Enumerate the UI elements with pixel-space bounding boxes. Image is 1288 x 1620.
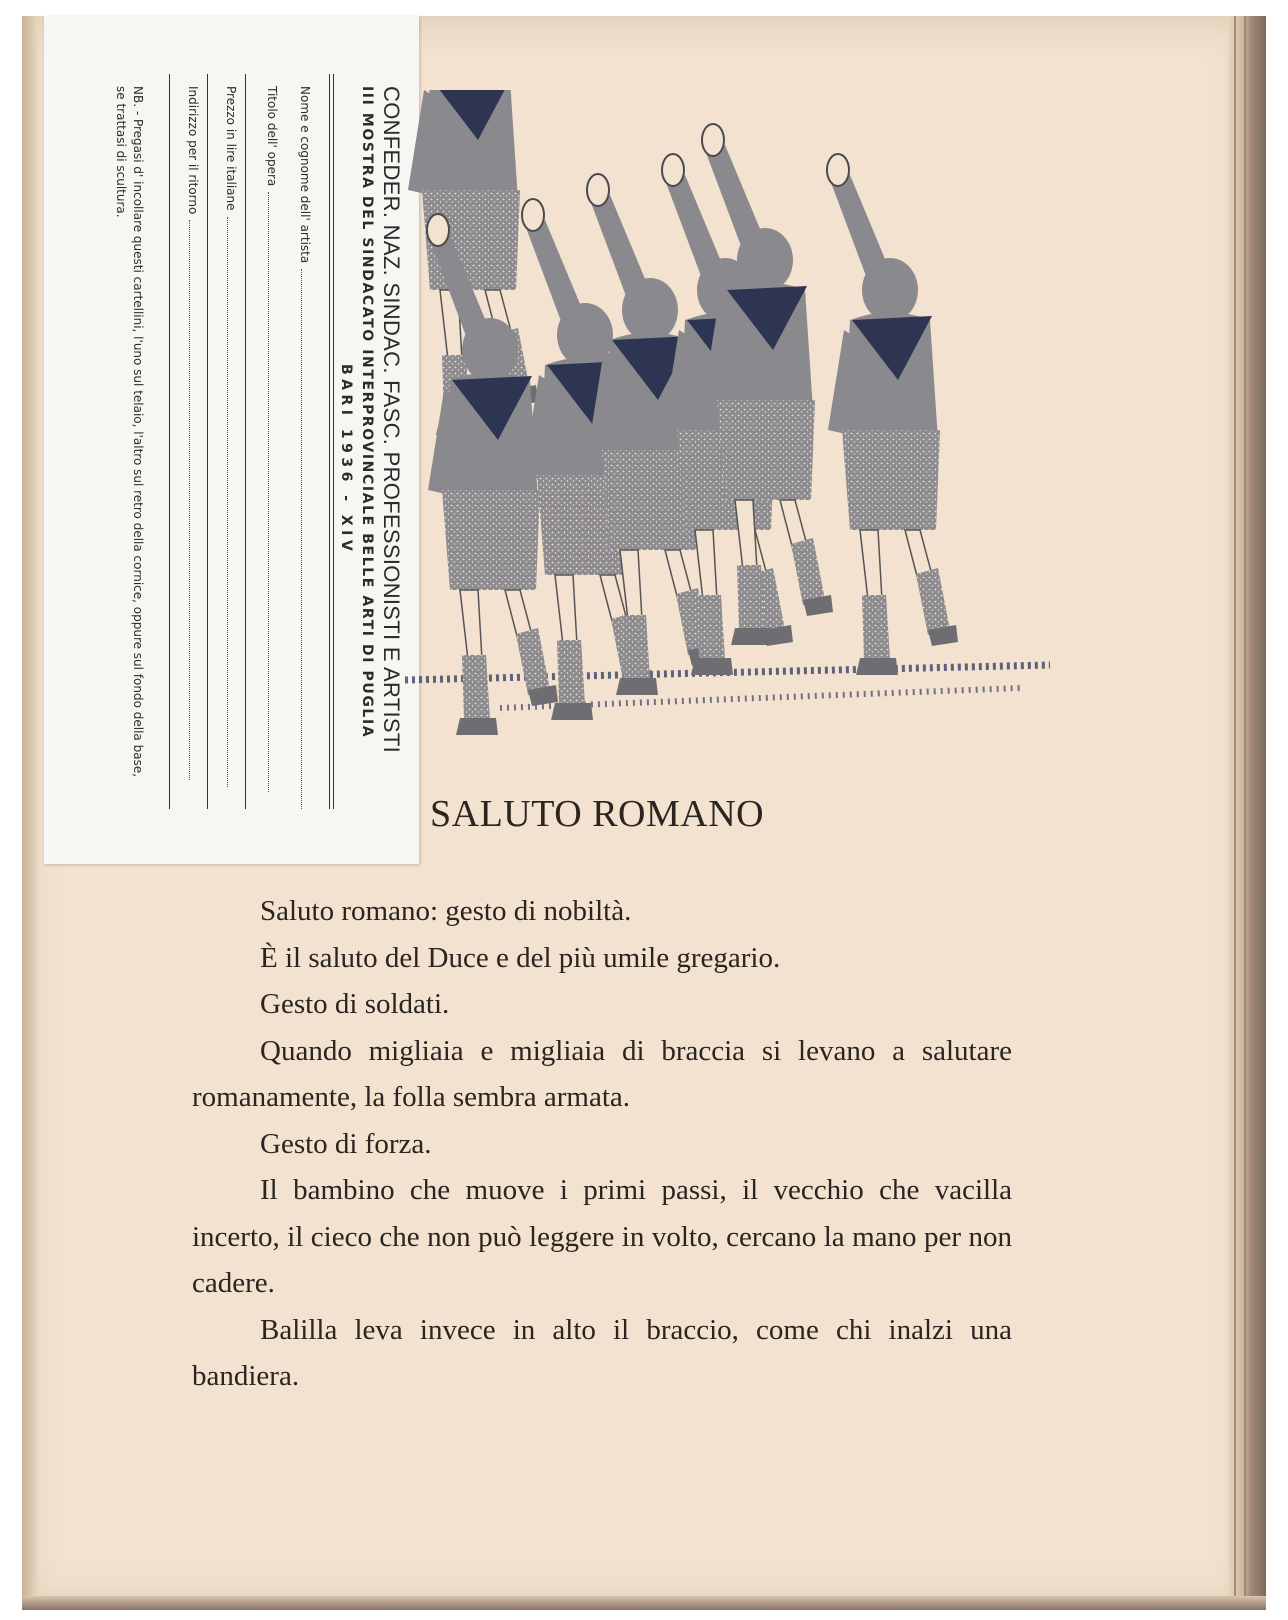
label-rule-mid <box>245 74 246 809</box>
label-confederation: CONFEDER. NAZ. SINDAC. FASC. PROFESSIONISTI E ARTISTI <box>379 86 404 754</box>
label-field-artist: Nome e cognome dell' artista <box>298 86 312 806</box>
label-content <box>64 64 404 824</box>
label-rule-top-2 <box>329 74 330 809</box>
page-binding <box>22 16 38 1606</box>
paragraph-1: Saluto romano: gesto di nobiltà. <box>260 895 632 927</box>
label-field-title: Titolo dell' opera <box>265 86 279 806</box>
paragraph-4: Quando migliaia e migliaia di braccia si levano a salutare romanamente, la folla sembra armata. <box>192 1034 1012 1113</box>
exhibition-label <box>44 16 419 864</box>
paragraph-7: Balilla leva invece in alto il braccio, come chi inalzi una bandiera. <box>192 1313 1012 1392</box>
label-rule-top <box>333 74 334 809</box>
paragraph-2: È il saluto del Duce e del più umile gregario. <box>260 941 781 974</box>
label-field-price: Prezzo in lire italiane <box>224 86 238 806</box>
article-body <box>192 888 1012 1400</box>
paragraph-6: Il bambino che muove i primi passi, il vecchio che vacilla incerto, il cieco che non può leggere in volto, cercano la mano per non cadere. <box>192 1174 1012 1299</box>
label-city-year: BARI 1936 - XIV <box>338 364 354 556</box>
label-exhibition: III MOSTRA DEL SINDACATO INTERPROVINCIALE BELLE ARTI DI PUGLIA <box>359 86 375 739</box>
label-note: NB. - Pregasi d' incollare questi cartellini, l'uno sul telaio, l'altro sul retro della cornice, oppure sul fondo della base, se trattasi di scultura. <box>114 86 145 778</box>
article-title: SALUTO ROMANO <box>430 793 765 835</box>
label-rule-mid-2 <box>207 74 208 809</box>
label-field-return: Indirizzo per il ritorno <box>186 86 200 806</box>
paragraph-5: Gesto di forza. <box>260 1127 432 1160</box>
marching-balilla-illustration <box>400 90 1080 770</box>
page-stack-edge <box>1228 16 1266 1606</box>
page-bottom-edge <box>22 1596 1266 1610</box>
label-rule-bottom <box>169 74 170 809</box>
paragraph-3: Gesto di soldati. <box>260 988 450 1020</box>
